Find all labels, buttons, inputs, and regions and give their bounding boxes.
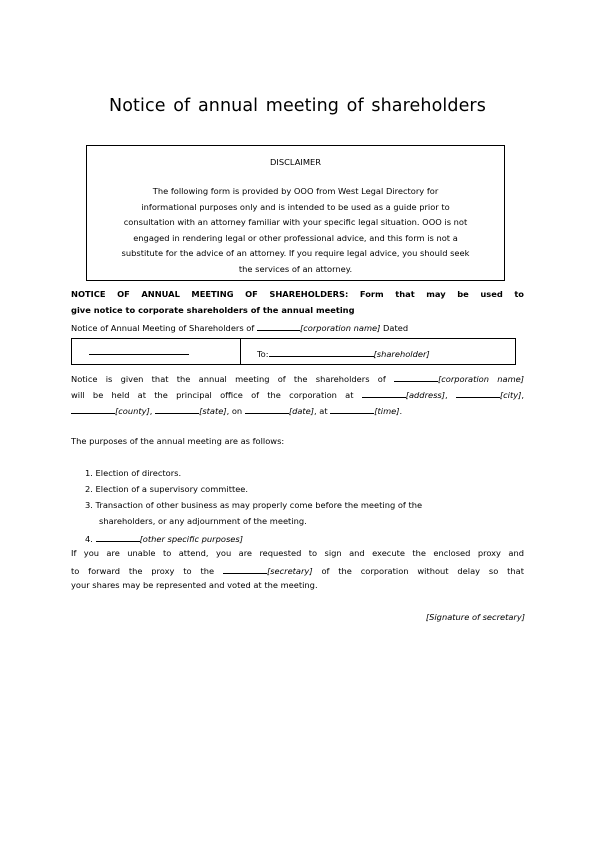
closing-line-1: If you are unable to attend, you are requested to sign and execute the enclosed proxy and bbox=[71, 548, 524, 558]
to-cell bbox=[257, 347, 430, 359]
city-blank[interactable] bbox=[456, 388, 500, 398]
at-text: , at bbox=[314, 406, 328, 416]
disclaimer-heading: DISCLAIMER bbox=[270, 157, 321, 167]
body-line-3: [county], [state], on [date], at [time]. bbox=[71, 404, 402, 416]
disclaimer-line: consultation with an attorney familiar with your specific legal situation. OOO is not bbox=[123, 217, 468, 227]
document-title: Notice of annual meeting of shareholders bbox=[109, 96, 486, 116]
disclaimer-line: The following form is provided by OOO from West Legal Directory for bbox=[152, 186, 439, 196]
purpose-item-4 bbox=[85, 532, 243, 544]
disclaimer-box bbox=[86, 145, 505, 281]
on-text: , on bbox=[226, 406, 243, 416]
disclaimer-body bbox=[94, 184, 497, 277]
state-blank[interactable] bbox=[155, 404, 199, 414]
other-purposes-blank[interactable] bbox=[96, 532, 140, 542]
notice-prefix: Notice of Annual Meeting of Shareholders of bbox=[71, 323, 255, 333]
disclaimer-line: substitute for the advice of an attorney. If you require legal advice, you should seek bbox=[121, 248, 470, 258]
form-heading-rest: : Form that may be used to bbox=[345, 289, 524, 299]
disclaimer-line: engaged in rendering legal or other professional advice, and this form is not a bbox=[133, 232, 458, 243]
date-blank[interactable] bbox=[89, 354, 189, 355]
closing-line-3: your shares may be represented and voted at the meeting. bbox=[71, 580, 318, 590]
form-heading-title: NOTICE OF ANNUAL MEETING OF SHAREHOLDERS bbox=[71, 289, 345, 299]
purpose-item: 1. Election of directors. bbox=[85, 468, 182, 478]
county-placeholder: [county] bbox=[115, 406, 150, 416]
secretary-placeholder: [secretary] bbox=[266, 566, 313, 576]
body-text: Notice is given that the annual meeting of the shareholders of bbox=[71, 374, 386, 384]
disclaimer-line: informational purposes only and is intended to be used as a guide prior to bbox=[141, 201, 450, 212]
closing-text: of the corporation without delay so that bbox=[321, 566, 525, 576]
other-purposes-placeholder: [other specific purposes] bbox=[139, 534, 243, 544]
closing-line-2 bbox=[71, 564, 524, 576]
purpose-item-continuation: shareholders, or any adjournment of the meeting. bbox=[99, 516, 307, 526]
address-blank[interactable] bbox=[362, 388, 406, 398]
closing-text: to forward the proxy to the bbox=[71, 566, 215, 576]
body-line-1 bbox=[71, 372, 524, 384]
recipient-table bbox=[71, 338, 516, 365]
form-heading-line2: give notice to corporate shareholders of the annual meeting bbox=[71, 305, 355, 315]
body-line-2: will be held at the principal office of the corporation at [address], [city], bbox=[71, 390, 525, 400]
corporation-name-placeholder: [corporation name] bbox=[299, 323, 381, 333]
dated-label: Dated bbox=[383, 323, 409, 333]
table-divider bbox=[240, 339, 241, 364]
time-placeholder: [time] bbox=[374, 406, 400, 416]
shareholder-placeholder: [shareholder] bbox=[373, 349, 430, 359]
corporation-name-placeholder: [corporation name] bbox=[437, 374, 525, 384]
purpose-item: 3. Transaction of other business as may properly come before the meeting of the bbox=[85, 500, 423, 510]
corporation-name-blank[interactable] bbox=[394, 372, 438, 382]
purpose-item: 2. Election of a supervisory committee. bbox=[85, 484, 249, 494]
state-placeholder: [state] bbox=[199, 406, 227, 416]
date-placeholder: [date] bbox=[288, 406, 315, 416]
signature-line: [Signature of secretary] bbox=[425, 612, 525, 622]
city-placeholder: [city] bbox=[499, 390, 522, 400]
body-text: will be held at the principal office of the corporation at bbox=[71, 390, 354, 400]
secretary-blank[interactable] bbox=[223, 564, 267, 574]
time-blank[interactable] bbox=[330, 404, 374, 414]
shareholder-blank[interactable] bbox=[269, 347, 374, 357]
disclaimer-line: the services of an attorney. bbox=[238, 263, 353, 274]
form-heading bbox=[71, 289, 524, 299]
notice-line bbox=[71, 321, 408, 333]
address-placeholder: [address] bbox=[405, 390, 445, 400]
purposes-intro: The purposes of the annual meeting are as follows: bbox=[71, 436, 285, 446]
item-number: 4. bbox=[85, 534, 93, 544]
county-blank[interactable] bbox=[71, 404, 115, 414]
date-blank[interactable] bbox=[245, 404, 289, 414]
corporation-name-blank[interactable] bbox=[257, 321, 300, 331]
to-label: To: bbox=[257, 349, 269, 359]
